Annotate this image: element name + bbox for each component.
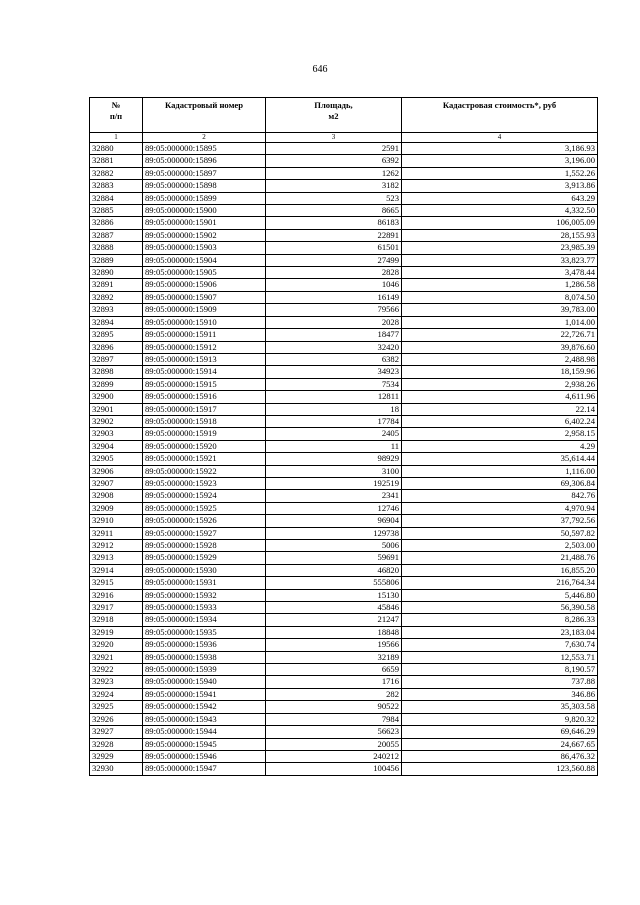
table-row xyxy=(90,267,598,279)
area-value: 2828 xyxy=(266,267,402,279)
cadastral-number: 89:05:000000:15930 xyxy=(143,564,266,576)
header-index-label: № п/п xyxy=(109,100,123,121)
cadastral-cost: 1,552.26 xyxy=(402,167,598,179)
row-index: 32884 xyxy=(90,192,143,204)
area-value: 1046 xyxy=(266,279,402,291)
table-row xyxy=(90,664,598,676)
area-value: 17784 xyxy=(266,415,402,427)
cadastral-number: 89:05:000000:15902 xyxy=(143,229,266,241)
cadastral-cost: 22.14 xyxy=(402,403,598,415)
area-value: 12746 xyxy=(266,502,402,514)
row-index: 32930 xyxy=(90,763,143,775)
cadastral-cost: 643.29 xyxy=(402,192,598,204)
row-index: 32896 xyxy=(90,341,143,353)
area-value: 2405 xyxy=(266,428,402,440)
table-row xyxy=(90,639,598,651)
table-row xyxy=(90,738,598,750)
table-row xyxy=(90,180,598,192)
table-row xyxy=(90,279,598,291)
table-row xyxy=(90,477,598,489)
cadastral-cost: 346.86 xyxy=(402,688,598,700)
table-row xyxy=(90,440,598,452)
cadastral-number: 89:05:000000:15916 xyxy=(143,391,266,403)
cadastral-cost: 37,792.56 xyxy=(402,515,598,527)
table-row xyxy=(90,229,598,241)
cadastral-number: 89:05:000000:15921 xyxy=(143,453,266,465)
cadastral-cost: 16,855.20 xyxy=(402,564,598,576)
cadastral-cost: 2,503.00 xyxy=(402,540,598,552)
table-row xyxy=(90,688,598,700)
table-row xyxy=(90,155,598,167)
cadastral-number: 89:05:000000:15896 xyxy=(143,155,266,167)
cadastral-cost: 216,764.34 xyxy=(402,577,598,589)
area-value: 19566 xyxy=(266,639,402,651)
header-area-label: Площадь, м2 xyxy=(314,100,353,121)
cadastral-number: 89:05:000000:15907 xyxy=(143,291,266,303)
area-value: 20055 xyxy=(266,738,402,750)
table-row xyxy=(90,502,598,514)
header-cadastral-number-label: Кадастровый номер xyxy=(164,100,244,110)
table-row xyxy=(90,614,598,626)
cadastral-number: 89:05:000000:15934 xyxy=(143,614,266,626)
cadastral-cost: 1,116.00 xyxy=(402,465,598,477)
area-value: 90522 xyxy=(266,701,402,713)
cadastral-number: 89:05:000000:15898 xyxy=(143,180,266,192)
header-cadastral-cost-label: Кадастровая стоимость*, руб xyxy=(442,100,557,110)
table-row xyxy=(90,465,598,477)
table-row xyxy=(90,490,598,502)
cadastral-number: 89:05:000000:15935 xyxy=(143,626,266,638)
cadastral-number: 89:05:000000:15938 xyxy=(143,651,266,663)
cadastral-number: 89:05:000000:15927 xyxy=(143,527,266,539)
table-row xyxy=(90,217,598,229)
table-row xyxy=(90,291,598,303)
row-index: 32907 xyxy=(90,477,143,489)
cadastral-table xyxy=(89,97,598,776)
row-index: 32882 xyxy=(90,167,143,179)
area-value: 5006 xyxy=(266,540,402,552)
table-row xyxy=(90,428,598,440)
table-row xyxy=(90,415,598,427)
row-index: 32923 xyxy=(90,676,143,688)
cadastral-number: 89:05:000000:15928 xyxy=(143,540,266,552)
row-index: 32890 xyxy=(90,267,143,279)
table-row xyxy=(90,329,598,341)
cadastral-cost: 8,190.57 xyxy=(402,664,598,676)
table-row xyxy=(90,205,598,217)
row-index: 32920 xyxy=(90,639,143,651)
page-number: 646 xyxy=(312,64,328,75)
table-row xyxy=(90,316,598,328)
cadastral-cost: 23,985.39 xyxy=(402,242,598,254)
cadastral-cost: 3,196.00 xyxy=(402,155,598,167)
row-index: 32910 xyxy=(90,515,143,527)
area-value: 59691 xyxy=(266,552,402,564)
cadastral-cost: 50,597.82 xyxy=(402,527,598,539)
table-row xyxy=(90,602,598,614)
cadastral-number: 89:05:000000:15924 xyxy=(143,490,266,502)
area-value: 555806 xyxy=(266,577,402,589)
cadastral-cost: 24,667.65 xyxy=(402,738,598,750)
cadastral-number: 89:05:000000:15933 xyxy=(143,602,266,614)
cadastral-number: 89:05:000000:15919 xyxy=(143,428,266,440)
cadastral-cost: 3,186.93 xyxy=(402,143,598,155)
row-index: 32909 xyxy=(90,502,143,514)
cadastral-number: 89:05:000000:15947 xyxy=(143,763,266,775)
area-value: 192519 xyxy=(266,477,402,489)
row-index: 32908 xyxy=(90,490,143,502)
cadastral-number: 89:05:000000:15918 xyxy=(143,415,266,427)
area-value: 32420 xyxy=(266,341,402,353)
table-row xyxy=(90,564,598,576)
cadastral-number: 89:05:000000:15911 xyxy=(143,329,266,341)
cadastral-cost: 2,488.98 xyxy=(402,353,598,365)
cadastral-number: 89:05:000000:15925 xyxy=(143,502,266,514)
cadastral-number: 89:05:000000:15942 xyxy=(143,701,266,713)
header-area xyxy=(266,98,402,133)
area-value: 129738 xyxy=(266,527,402,539)
cadastral-cost: 33,823.77 xyxy=(402,254,598,266)
row-index: 32893 xyxy=(90,304,143,316)
cadastral-number: 89:05:000000:15923 xyxy=(143,477,266,489)
row-index: 32881 xyxy=(90,155,143,167)
area-value: 3100 xyxy=(266,465,402,477)
row-index: 32922 xyxy=(90,664,143,676)
area-value: 7534 xyxy=(266,378,402,390)
cadastral-number: 89:05:000000:15903 xyxy=(143,242,266,254)
cadastral-cost: 5,446.80 xyxy=(402,589,598,601)
cadastral-cost: 12,553.71 xyxy=(402,651,598,663)
area-value: 27499 xyxy=(266,254,402,266)
cadastral-cost: 56,390.58 xyxy=(402,602,598,614)
cadastral-number: 89:05:000000:15944 xyxy=(143,726,266,738)
area-value: 45846 xyxy=(266,602,402,614)
row-index: 32898 xyxy=(90,366,143,378)
table-row xyxy=(90,254,598,266)
cadastral-cost: 7,630.74 xyxy=(402,639,598,651)
table-row xyxy=(90,540,598,552)
area-value: 6382 xyxy=(266,353,402,365)
row-index: 32894 xyxy=(90,316,143,328)
row-index: 32892 xyxy=(90,291,143,303)
table-row xyxy=(90,353,598,365)
area-value: 61501 xyxy=(266,242,402,254)
cadastral-cost: 4,611.96 xyxy=(402,391,598,403)
column-number: 3 xyxy=(266,133,402,143)
area-value: 12811 xyxy=(266,391,402,403)
cadastral-cost: 86,476.32 xyxy=(402,750,598,762)
table-row xyxy=(90,750,598,762)
header-cadastral-cost xyxy=(402,98,598,133)
table-body xyxy=(90,143,598,776)
cadastral-cost: 23,183.04 xyxy=(402,626,598,638)
area-value: 1262 xyxy=(266,167,402,179)
cadastral-number: 89:05:000000:15895 xyxy=(143,143,266,155)
table-header-row xyxy=(90,98,598,133)
row-index: 32913 xyxy=(90,552,143,564)
area-value: 18477 xyxy=(266,329,402,341)
area-value: 79566 xyxy=(266,304,402,316)
header-cadastral-number xyxy=(143,98,266,133)
table-row xyxy=(90,341,598,353)
cadastral-number: 89:05:000000:15915 xyxy=(143,378,266,390)
area-value: 523 xyxy=(266,192,402,204)
cadastral-cost: 1,286.58 xyxy=(402,279,598,291)
table-row xyxy=(90,713,598,725)
cadastral-cost: 18,159.96 xyxy=(402,366,598,378)
area-value: 16149 xyxy=(266,291,402,303)
cadastral-cost: 8,074.50 xyxy=(402,291,598,303)
cadastral-number: 89:05:000000:15899 xyxy=(143,192,266,204)
area-value: 15130 xyxy=(266,589,402,601)
cadastral-number: 89:05:000000:15897 xyxy=(143,167,266,179)
row-index: 32926 xyxy=(90,713,143,725)
cadastral-cost: 4,332.50 xyxy=(402,205,598,217)
column-numbers-row xyxy=(90,133,598,143)
row-index: 32914 xyxy=(90,564,143,576)
cadastral-cost: 3,913.86 xyxy=(402,180,598,192)
cadastral-cost: 842.76 xyxy=(402,490,598,502)
row-index: 32924 xyxy=(90,688,143,700)
table-row xyxy=(90,651,598,663)
cadastral-cost: 21,488.76 xyxy=(402,552,598,564)
row-index: 32928 xyxy=(90,738,143,750)
area-value: 2591 xyxy=(266,143,402,155)
table-row xyxy=(90,242,598,254)
area-value: 7984 xyxy=(266,713,402,725)
area-value: 21247 xyxy=(266,614,402,626)
area-value: 18 xyxy=(266,403,402,415)
row-index: 32927 xyxy=(90,726,143,738)
row-index: 32911 xyxy=(90,527,143,539)
cadastral-number: 89:05:000000:15917 xyxy=(143,403,266,415)
row-index: 32915 xyxy=(90,577,143,589)
row-index: 32925 xyxy=(90,701,143,713)
table-row xyxy=(90,552,598,564)
area-value: 22891 xyxy=(266,229,402,241)
row-index: 32899 xyxy=(90,378,143,390)
cadastral-number: 89:05:000000:15929 xyxy=(143,552,266,564)
cadastral-number: 89:05:000000:15943 xyxy=(143,713,266,725)
area-value: 3182 xyxy=(266,180,402,192)
row-index: 32897 xyxy=(90,353,143,365)
column-number: 1 xyxy=(90,133,143,143)
cadastral-number: 89:05:000000:15946 xyxy=(143,750,266,762)
row-index: 32886 xyxy=(90,217,143,229)
area-value: 8665 xyxy=(266,205,402,217)
table-row xyxy=(90,589,598,601)
cadastral-cost: 106,005.09 xyxy=(402,217,598,229)
cadastral-number: 89:05:000000:15936 xyxy=(143,639,266,651)
cadastral-cost: 8,286.33 xyxy=(402,614,598,626)
row-index: 32906 xyxy=(90,465,143,477)
cadastral-cost: 6,402.24 xyxy=(402,415,598,427)
cadastral-number: 89:05:000000:15912 xyxy=(143,341,266,353)
cadastral-cost: 123,560.88 xyxy=(402,763,598,775)
row-index: 32929 xyxy=(90,750,143,762)
area-value: 34923 xyxy=(266,366,402,378)
cadastral-number: 89:05:000000:15922 xyxy=(143,465,266,477)
column-number: 2 xyxy=(143,133,266,143)
table-row xyxy=(90,192,598,204)
cadastral-cost: 22,726.71 xyxy=(402,329,598,341)
cadastral-number: 89:05:000000:15926 xyxy=(143,515,266,527)
table-row xyxy=(90,453,598,465)
row-index: 32883 xyxy=(90,180,143,192)
table-row xyxy=(90,167,598,179)
header-index xyxy=(90,98,143,133)
row-index: 32916 xyxy=(90,589,143,601)
row-index: 32918 xyxy=(90,614,143,626)
cadastral-number: 89:05:000000:15939 xyxy=(143,664,266,676)
area-value: 11 xyxy=(266,440,402,452)
cadastral-number: 89:05:000000:15910 xyxy=(143,316,266,328)
area-value: 98929 xyxy=(266,453,402,465)
cadastral-cost: 69,306.84 xyxy=(402,477,598,489)
row-index: 32895 xyxy=(90,329,143,341)
cadastral-cost: 9,820.32 xyxy=(402,713,598,725)
table-row xyxy=(90,378,598,390)
row-index: 32880 xyxy=(90,143,143,155)
cadastral-number: 89:05:000000:15931 xyxy=(143,577,266,589)
cadastral-number: 89:05:000000:15900 xyxy=(143,205,266,217)
row-index: 32891 xyxy=(90,279,143,291)
row-index: 32921 xyxy=(90,651,143,663)
row-index: 32904 xyxy=(90,440,143,452)
table-row xyxy=(90,366,598,378)
cadastral-number: 89:05:000000:15920 xyxy=(143,440,266,452)
row-index: 32919 xyxy=(90,626,143,638)
table-row xyxy=(90,763,598,775)
row-index: 32885 xyxy=(90,205,143,217)
row-index: 32901 xyxy=(90,403,143,415)
area-value: 2028 xyxy=(266,316,402,328)
cadastral-number: 89:05:000000:15909 xyxy=(143,304,266,316)
cadastral-cost: 4,970.94 xyxy=(402,502,598,514)
cadastral-number: 89:05:000000:15941 xyxy=(143,688,266,700)
area-value: 56623 xyxy=(266,726,402,738)
table-row xyxy=(90,391,598,403)
cadastral-cost: 1,014.00 xyxy=(402,316,598,328)
area-value: 240212 xyxy=(266,750,402,762)
cadastral-cost: 2,938.26 xyxy=(402,378,598,390)
cadastral-number: 89:05:000000:15932 xyxy=(143,589,266,601)
cadastral-number: 89:05:000000:15945 xyxy=(143,738,266,750)
table-row xyxy=(90,403,598,415)
cadastral-number: 89:05:000000:15906 xyxy=(143,279,266,291)
column-number: 4 xyxy=(402,133,598,143)
cadastral-number: 89:05:000000:15905 xyxy=(143,267,266,279)
area-value: 100456 xyxy=(266,763,402,775)
area-value: 18848 xyxy=(266,626,402,638)
row-index: 32889 xyxy=(90,254,143,266)
row-index: 32900 xyxy=(90,391,143,403)
cadastral-number: 89:05:000000:15913 xyxy=(143,353,266,365)
cadastral-cost: 39,876.60 xyxy=(402,341,598,353)
cadastral-number: 89:05:000000:15901 xyxy=(143,217,266,229)
cadastral-cost: 35,303.58 xyxy=(402,701,598,713)
table-row xyxy=(90,676,598,688)
cadastral-cost: 28,155.93 xyxy=(402,229,598,241)
table-row xyxy=(90,527,598,539)
area-value: 282 xyxy=(266,688,402,700)
table-row xyxy=(90,304,598,316)
table-row xyxy=(90,726,598,738)
table-row xyxy=(90,577,598,589)
table-row xyxy=(90,143,598,155)
cadastral-cost: 2,958.15 xyxy=(402,428,598,440)
cadastral-cost: 35,614.44 xyxy=(402,453,598,465)
cadastral-cost: 39,783.00 xyxy=(402,304,598,316)
cadastral-cost: 3,478.44 xyxy=(402,267,598,279)
area-value: 6659 xyxy=(266,664,402,676)
row-index: 32917 xyxy=(90,602,143,614)
table-row xyxy=(90,626,598,638)
area-value: 32189 xyxy=(266,651,402,663)
area-value: 96904 xyxy=(266,515,402,527)
area-value: 2341 xyxy=(266,490,402,502)
cadastral-number: 89:05:000000:15914 xyxy=(143,366,266,378)
area-value: 86183 xyxy=(266,217,402,229)
row-index: 32888 xyxy=(90,242,143,254)
row-index: 32903 xyxy=(90,428,143,440)
table-row xyxy=(90,701,598,713)
row-index: 32887 xyxy=(90,229,143,241)
cadastral-cost: 4.29 xyxy=(402,440,598,452)
row-index: 32912 xyxy=(90,540,143,552)
cadastral-cost: 737.88 xyxy=(402,676,598,688)
cadastral-number: 89:05:000000:15940 xyxy=(143,676,266,688)
cadastral-cost: 69,646.29 xyxy=(402,726,598,738)
cadastral-number: 89:05:000000:15904 xyxy=(143,254,266,266)
area-value: 1716 xyxy=(266,676,402,688)
row-index: 32902 xyxy=(90,415,143,427)
area-value: 46820 xyxy=(266,564,402,576)
row-index: 32905 xyxy=(90,453,143,465)
table-row xyxy=(90,515,598,527)
area-value: 6392 xyxy=(266,155,402,167)
